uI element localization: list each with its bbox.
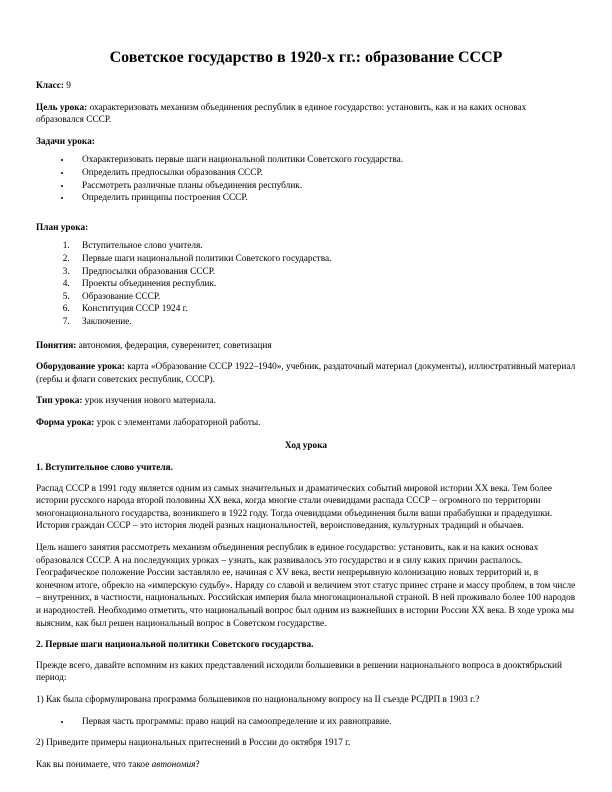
list-item: • Рассмотреть различные планы объединения республик. (72, 180, 576, 193)
tasks-label: Задачи урока: (36, 136, 95, 147)
list-item: 5. Образование СССР. (72, 291, 576, 304)
list-item: 2. Первые шаги национальной политики Советского государства. (72, 253, 576, 266)
question-3-term: автономия (151, 759, 196, 770)
type-value: урок изучения нового материала. (82, 396, 216, 407)
list-item: 6. Конституция СССР 1924 г. (72, 303, 576, 316)
goal-value: охарактеризовать механизм объединения республик в единое государство: установить, как и на каких основах образовался СССР. (36, 102, 527, 126)
type-line (36, 395, 576, 408)
question-3 (36, 759, 576, 772)
question-2: 2) Приведите примеры национальных притеснений в России до октября 1917 г. (36, 738, 351, 749)
goal-line (36, 102, 576, 127)
class-line (36, 80, 576, 93)
list-item: 1. Вступительное слово учителя. (72, 240, 576, 253)
course-heading: Ход урока (284, 441, 328, 452)
class-label: Класс: (36, 81, 64, 91)
equipment-value: карта «Образование СССР 1922–1940», учебник, раздаточный материал (документы), иллюстративный материал (гербы и флаги советских республик, СССР). (36, 362, 576, 385)
question-1: 1) Как была сформулирована программа большевиков по национальному вопросу на II съезде РСДРП в 1903 г.? (36, 694, 480, 705)
document-title: Советское государство в 1920-х гг.: образование СССР (109, 49, 503, 66)
section1-paragraph-1: Распад СССР в 1991 году является одним из самых значительных и драматических событий мировой истории XX века. Тем более истории русского народа второй половины XX века, когда многие стали очевидцами распада СССР – огромного по территории многонационального государства, возникшего в 1922 году. Тогда очевидцами объединения были ваши прабабушки и прадедушки. История граждан СССР – это история людей разных национальностей, вероисповедания, культурных традиций и обычаев. (36, 483, 553, 532)
list-item: 3. Предпосылки образования СССР. (72, 266, 576, 279)
tasks-list (36, 154, 576, 204)
section1-paragraph-2: Цель нашего занятия рассмотреть механизм объединения республик в единое государство: установить, как и на каких основах образовался СССР. А на последующих уроках – узнать, как развивалось это государство и в силу каких причин распалось. Географическое положение России заставляло ее, начиная с XV века, вести непрерывную колонизацию новых территорий и, в конечном итоге, обрекло на «имперскую судьбу». Наряду со славой и величием этот статус принес стране и массу проблем, в том числе – внутренних, в частности, национальных. Российская империя была многонациональной страной. В ней проживало более 100 народов и народностей. Необходимо отметить, что национальный вопрос был одним из важнейших в истории России XX века. В ходе урока мы выясним, как был решен национальный вопрос в Советском государстве. (36, 543, 576, 629)
plan-list (36, 240, 576, 328)
form-label: Форма урока: (36, 417, 95, 428)
type-label: Тип урока: (36, 396, 83, 407)
class-value: 9 (63, 81, 71, 91)
list-item: • Первая часть программы: право наций на самоопределение и их равноправие. (72, 716, 576, 729)
question-3-suffix: ? (195, 759, 200, 770)
answer-list (36, 716, 576, 729)
list-item: • Определить предпосылки образования СССР. (72, 167, 576, 180)
section1-heading: 1. Вступительное слово учителя. (36, 463, 173, 474)
equipment-line (36, 361, 576, 386)
concepts-line (36, 340, 576, 353)
concepts-label: Понятия: (36, 340, 77, 351)
goal-label: Цель урока: (36, 102, 88, 113)
plan-label: План урока: (36, 222, 89, 233)
equipment-label: Оборудование урока: (36, 362, 125, 373)
form-line (36, 417, 576, 430)
list-item: • Определить принципы построения СССР. (72, 192, 576, 205)
question-3-prefix: Как вы понимаете, что такое (36, 759, 152, 770)
list-item: 4. Проекты объединения республик. (72, 278, 576, 291)
list-item: • Охарактеризовать первые шаги национальной политики Советского государства. (72, 154, 576, 167)
section2-paragraph-1: Прежде всего, давайте вспомним из каких представлений исходили большевики в решении национального вопроса в дооктябрьский период: (36, 660, 562, 684)
section2-heading: 2. Первые шаги национальной политики Советского государства. (36, 640, 314, 651)
form-value: урок с элементами лабораторной работы. (94, 417, 261, 428)
concepts-value: автономия, федерация, суверенитет, советизация (76, 340, 272, 351)
list-item: 7. Заключение. (72, 316, 576, 329)
